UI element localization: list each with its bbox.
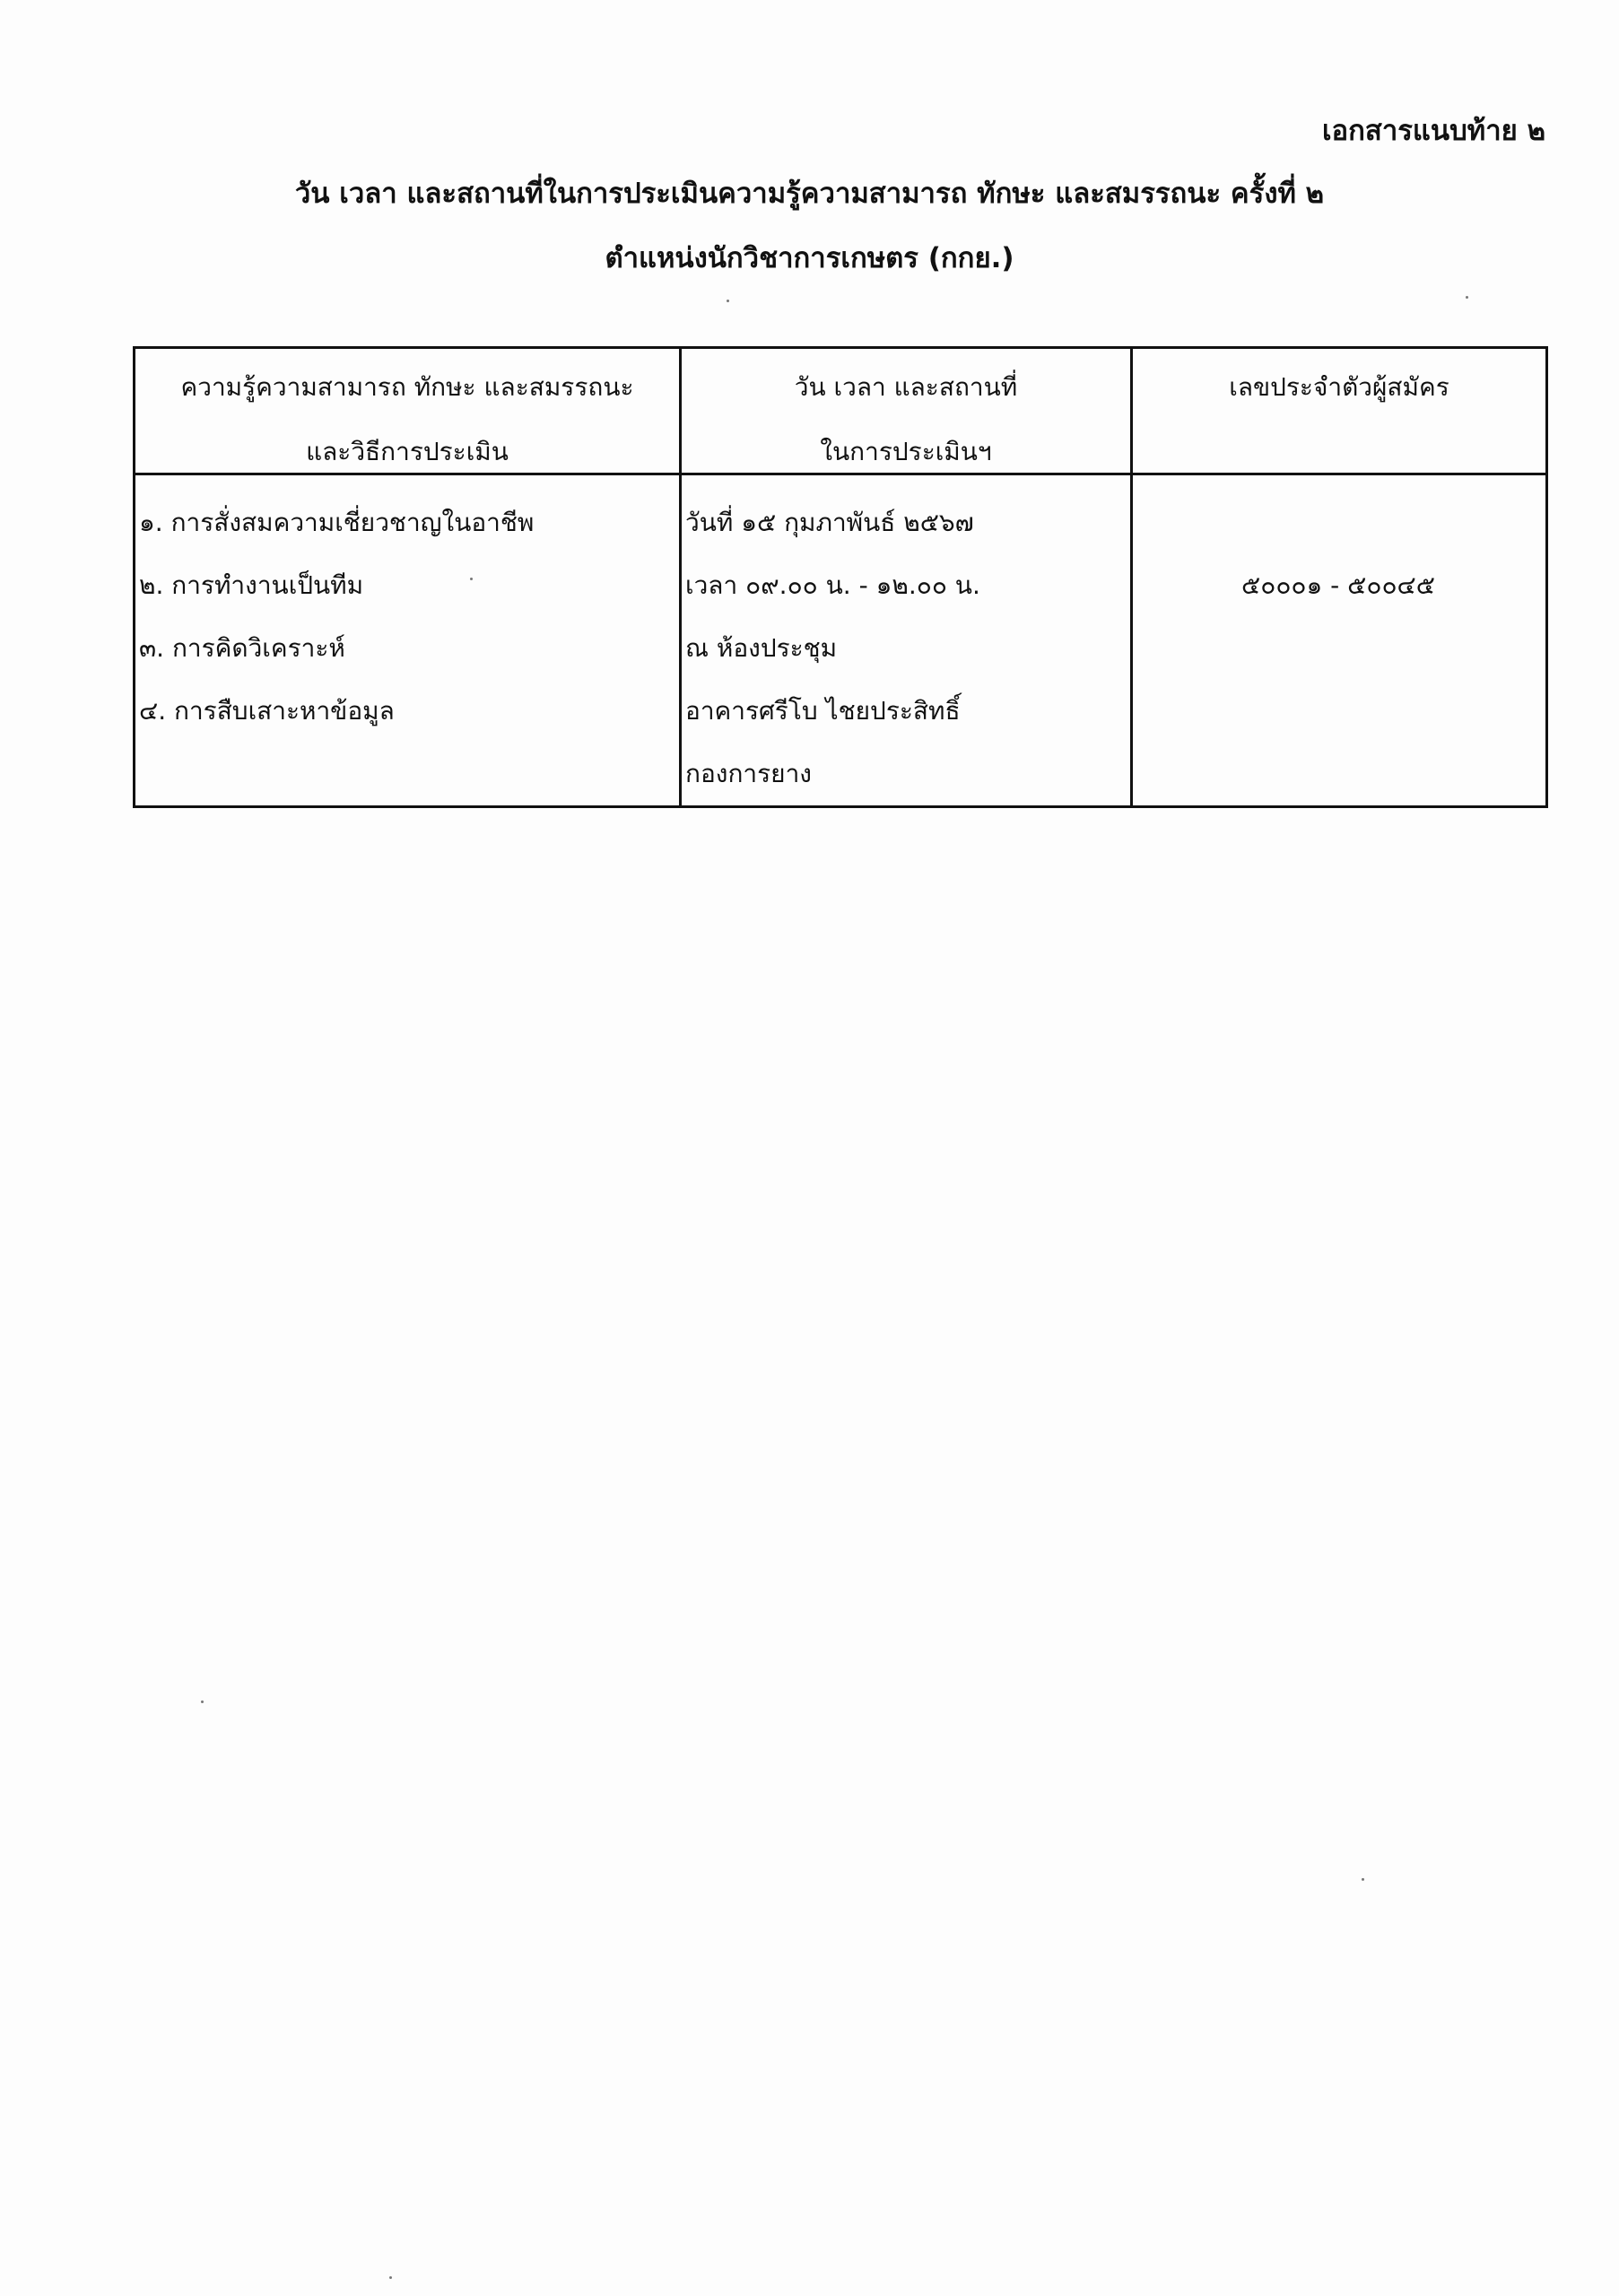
schedule-date: วันที่ ๑๕ กุมภาพันธ์ ๒๕๖๗ [685, 508, 974, 537]
schedule-room: ณ ห้องประชุม [685, 633, 838, 663]
criteria-item: ๓. การคิดวิเคราะห์ [139, 633, 345, 663]
criteria-cell [135, 474, 681, 807]
table-header-row [135, 348, 1547, 474]
scan-speck [1466, 296, 1468, 299]
position-subtitle: ตำแหน่งนักวิชาการเกษตร (กกย.) [605, 242, 1014, 274]
schedule-building: อาคารศรีโบ ไชยประสิทธิ์ [685, 696, 961, 726]
header-applicant-ids-line: เลขประจำตัวผู้สมัคร [1229, 372, 1449, 402]
applicant-id-range: ๕๐๐๐๑ - ๕๐๐๔๕ [1241, 570, 1435, 600]
scan-speck [201, 1700, 204, 1703]
document-title: วัน เวลา และสถานที่ในการประเมินความรู้ความสามารถ ทักษะ และสมรรถนะ ครั้งที่ ๒ [294, 178, 1325, 210]
scan-speck [727, 300, 729, 302]
applicant-ids-cell [1132, 474, 1547, 807]
header-schedule [681, 348, 1132, 474]
table-row [135, 474, 1547, 807]
header-criteria-line: ความรู้ความสามารถ ทักษะ และสมรรถนะ [180, 372, 634, 402]
schedule-cell [681, 474, 1132, 807]
criteria-item: ๔. การสืบเสาะหาข้อมูล [139, 696, 395, 726]
criteria-item: ๑. การสั่งสมความเชี่ยวชาญในอาชีพ [139, 508, 535, 537]
header-applicant-ids [1132, 348, 1547, 474]
annex-label: เอกสารแนบท้าย ๒ [1321, 115, 1545, 147]
criteria-item: ๒. การทำงานเป็นทีม [139, 570, 364, 600]
scan-speck [1362, 1878, 1364, 1881]
schedule-division: กองการยาง [685, 759, 812, 788]
assessment-schedule-table [133, 346, 1548, 808]
header-schedule-line: วัน เวลา และสถานที่ [794, 372, 1018, 402]
header-criteria-line: และวิธีการประเมิน [306, 437, 509, 466]
header-schedule-line: ในการประเมินฯ [820, 437, 992, 466]
scan-speck [470, 578, 473, 580]
header-criteria [135, 348, 681, 474]
schedule-time: เวลา ๐๙.๐๐ น. - ๑๒.๐๐ น. [685, 570, 980, 600]
scan-speck [389, 2276, 392, 2279]
